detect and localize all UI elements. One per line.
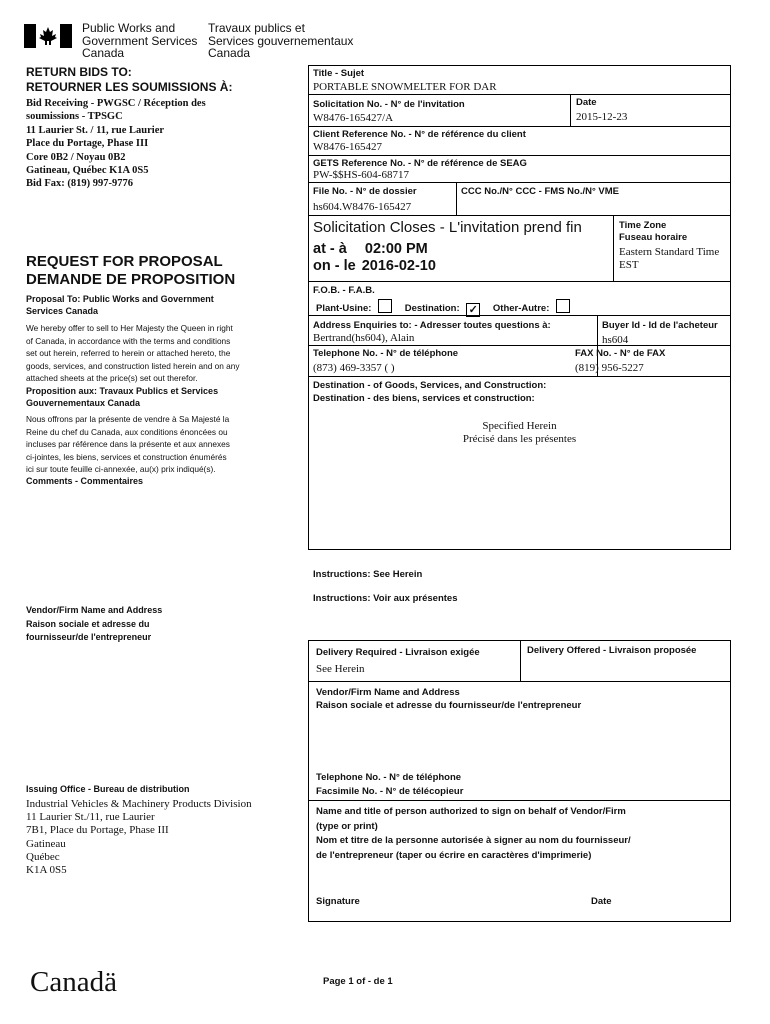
- tz-label-line: Time Zone: [619, 220, 667, 231]
- vendor-line: Raison sociale et adresse du: [26, 618, 150, 629]
- signature-label: Signature: [316, 896, 360, 907]
- comments-label: Comments - Commentaires: [26, 476, 144, 486]
- fob-options: [316, 299, 570, 317]
- tz-value-line: Eastern Standard Time: [619, 246, 720, 258]
- at-label: at - à: [313, 241, 347, 257]
- page-number: Page 1 of - de 1: [323, 976, 393, 987]
- authorized-person-label: [316, 805, 631, 863]
- proposal-to: [26, 294, 214, 317]
- dept-fr-line: Travaux publics et: [208, 21, 305, 35]
- auth-line: de l'entrepreneur (taper ou écrire en caractères d'imprimerie): [316, 849, 592, 861]
- instructions-fr: Instructions: Voir aux présentes: [313, 593, 458, 604]
- proposal-text-line: set out herein, referred to herein or attached hereto, the: [26, 348, 231, 358]
- dept-en-line: Government Services: [82, 33, 198, 48]
- fob-label: F.O.B. - F.A.B.: [313, 285, 375, 296]
- address-line: Core 0B2 / Noyau 0B2: [26, 151, 126, 163]
- gets-ref-value: PW-$$HS-604-68717: [313, 169, 409, 181]
- vendor-fax-label: Facsimile No. - N° de télécopieur: [316, 786, 464, 797]
- auth-line: Nom et titre de la personne autorisée à signer au nom du fournisseur/: [316, 835, 631, 846]
- vendor-box-line: Vendor/Firm Name and Address: [316, 687, 460, 698]
- title-value: PORTABLE SNOWMELTER FOR DAR: [313, 81, 497, 93]
- time-zone-value: [619, 246, 719, 272]
- buyer-id-value: hs604: [602, 334, 629, 346]
- delivery-divider: [308, 681, 731, 682]
- address-line: Bid Fax: (819) 997-9776: [26, 178, 134, 190]
- delivery-required-label: Delivery Required - Livraison exigée: [316, 647, 480, 658]
- fax-label: FAX No. - N° de FAX: [575, 348, 666, 359]
- proposition-aux: [26, 386, 218, 409]
- specified-herein: [308, 420, 731, 446]
- other-checkbox[interactable]: [556, 299, 570, 313]
- department-name-fr: [208, 22, 353, 60]
- bid-receiving-address: [26, 97, 206, 191]
- address-line: Gatineau, Québec K1A 0S5: [26, 165, 149, 177]
- return-bids-heading: [26, 65, 232, 95]
- dest-goods-line: Destination - of Goods, Services, and Construction:: [313, 380, 547, 391]
- issuing-address-line: K1A 0S5: [26, 864, 67, 877]
- time-zone-label: [619, 220, 687, 243]
- file-no-value: hs604.W8476-165427: [313, 201, 412, 213]
- client-ref-value: W8476-165427: [313, 141, 383, 153]
- delivery-required-value: See Herein: [316, 663, 365, 675]
- proposal-text-line: of Canada, in accordance with the terms and conditions: [26, 335, 231, 346]
- dept-en-line: Public Works and: [82, 21, 176, 35]
- address-line: 11 Laurier St. / 11, rue Laurier: [26, 124, 165, 136]
- rfp-heading: [26, 253, 235, 289]
- tz-label-line: Fuseau horaire: [619, 231, 688, 243]
- issuing-address-line: Gatineau: [26, 837, 66, 850]
- canada-flag-icon: [24, 24, 72, 48]
- issuing-address-line: Industrial Vehicles & Machinery Products Division: [26, 798, 252, 810]
- canada-wordmark: Canadä: [30, 966, 117, 998]
- vendor-line: fournisseur/de l'entrepreneur: [26, 632, 152, 642]
- proposition-line: Gouvernementaux Canada: [26, 397, 141, 408]
- return-bids-line: RETURN BIDS TO:: [26, 65, 132, 79]
- proposal-text: [26, 322, 240, 385]
- specified-line: Specified Herein: [482, 420, 557, 432]
- title-label: Title - Sujet: [313, 68, 365, 79]
- vendor-firm-label: [26, 604, 162, 645]
- proposal-text-line: We hereby offer to sell to Her Majesty the Queen in right: [26, 323, 233, 333]
- rfp-line: DEMANDE DE PROPOSITION: [26, 271, 236, 288]
- destination-goods-label: [313, 380, 546, 405]
- telephone-value: (873) 469-3357 ( ): [313, 362, 395, 374]
- solicitation-closes-title: Solicitation Closes - L'invitation prend fin: [313, 219, 582, 236]
- issuing-office-address: [26, 798, 252, 877]
- issuing-address-line: 7B1, Place du Portage, Phase III: [26, 824, 169, 837]
- closes-at: [313, 241, 428, 257]
- at-time-value: 02:00 PM: [364, 241, 428, 257]
- proposition-line: Proposition aux: Travaux Publics et Services: [26, 386, 219, 396]
- rfp-line: REQUEST FOR PROPOSAL: [26, 253, 223, 270]
- solicitation-no-value: W8476-165427/A: [313, 112, 394, 124]
- address-enquiries-value: Bertrand(hs604), Alain: [313, 332, 415, 344]
- address-enquiries-label: Address Enquiries to: - Adresser toutes questions à:: [313, 320, 551, 331]
- issuing-address-line: 11 Laurier St./11, rue Laurier: [26, 811, 155, 824]
- vendor-box-label: [316, 686, 581, 712]
- proposition-text: [26, 413, 230, 476]
- signature-date-label: Date: [591, 896, 612, 907]
- destination-checkbox[interactable]: ✓: [466, 303, 480, 317]
- auth-line: (type or print): [316, 820, 378, 832]
- dest-goods-line: Destination - des biens, services et construction:: [313, 392, 535, 404]
- vendor-line: Vendor/Firm Name and Address: [26, 605, 163, 615]
- address-line: soumissions - TPSGC: [26, 111, 123, 123]
- plant-checkbox[interactable]: [378, 299, 392, 313]
- specified-line: Précisé dans les présentes: [462, 433, 577, 445]
- vendor-divider: [308, 800, 731, 801]
- file-no-label: File No. - N° de dossier: [313, 186, 417, 197]
- solicitation-no-label: Solicitation No. - N° de l'invitation: [313, 99, 465, 110]
- telephone-label: Telephone No. - N° de téléphone: [313, 348, 459, 359]
- address-line: Place du Portage, Phase III: [26, 138, 149, 150]
- date-value: 2015-12-23: [576, 111, 628, 123]
- other-label: Other-Autre:: [492, 303, 550, 314]
- buyer-id-label: Buyer Id - Id de l'acheteur: [602, 320, 718, 331]
- delivery-col-divider: [520, 640, 521, 681]
- proposition-text-line: Nous offrons par la présente de vendre à Sa Majesté la: [26, 414, 230, 424]
- client-ref-label: Client Reference No. - N° de référence du client: [313, 129, 526, 140]
- vendor-box-line: Raison sociale et adresse du fournisseur/de l'entrepreneur: [316, 700, 582, 711]
- proposition-text-line: incluses par référence dans la présente et aux annexes: [26, 439, 230, 449]
- closes-on: [313, 258, 436, 274]
- proposition-text-line: Reine du chef du Canada, aux conditions énoncées ou: [26, 426, 228, 437]
- plant-label: Plant-Usine:: [316, 303, 372, 314]
- destination-label: Destination:: [404, 303, 460, 314]
- on-label: on - le: [313, 258, 356, 274]
- ccc-no-label: CCC No./N° CCC - FMS No./N° VME: [461, 186, 620, 197]
- instructions-en: Instructions: See Herein: [313, 569, 423, 580]
- issuing-office-label: Issuing Office - Bureau de distribution: [26, 784, 190, 794]
- dept-en-line: Canada: [82, 46, 125, 60]
- proposition-text-line: ci-jointes, les biens, services et construction énumérés: [26, 451, 227, 462]
- gets-ref-label: GETS Reference No. - N° de référence de SEAG: [313, 158, 527, 169]
- date-label: Date: [576, 97, 597, 108]
- tz-value-line: EST: [619, 259, 639, 271]
- fax-value: (819) 956-5227: [575, 362, 644, 374]
- proposal-to-line: Proposal To: Public Works and Government: [26, 294, 214, 304]
- proposal-text-line: attached sheets at the price(s) set out therefor.: [26, 373, 198, 383]
- address-line: Bid Receiving - PWGSC / Réception des: [26, 98, 206, 109]
- department-name-en: [82, 22, 197, 60]
- delivery-offered-label: Delivery Offered - Livraison proposée: [527, 645, 697, 656]
- auth-line: Name and title of person authorized to sign on behalf of Vendor/Firm: [316, 806, 626, 817]
- proposal-to-line: Services Canada: [26, 305, 99, 316]
- dept-fr-line: Services gouvernementaux: [208, 33, 354, 48]
- dept-fr-line: Canada: [208, 46, 251, 60]
- issuing-address-line: Québec: [26, 850, 60, 863]
- vendor-telephone-label: Telephone No. - N° de téléphone: [316, 772, 462, 783]
- proposal-text-line: goods, services, and construction listed herein and on any: [26, 360, 240, 371]
- proposition-text-line: ici sur toute feuille ci-annexée, au(x) prix indiqué(s).: [26, 464, 216, 474]
- on-date-value: 2016-02-10: [361, 258, 436, 274]
- return-bids-line: RETOURNER LES SOUMISSIONS À:: [26, 80, 233, 94]
